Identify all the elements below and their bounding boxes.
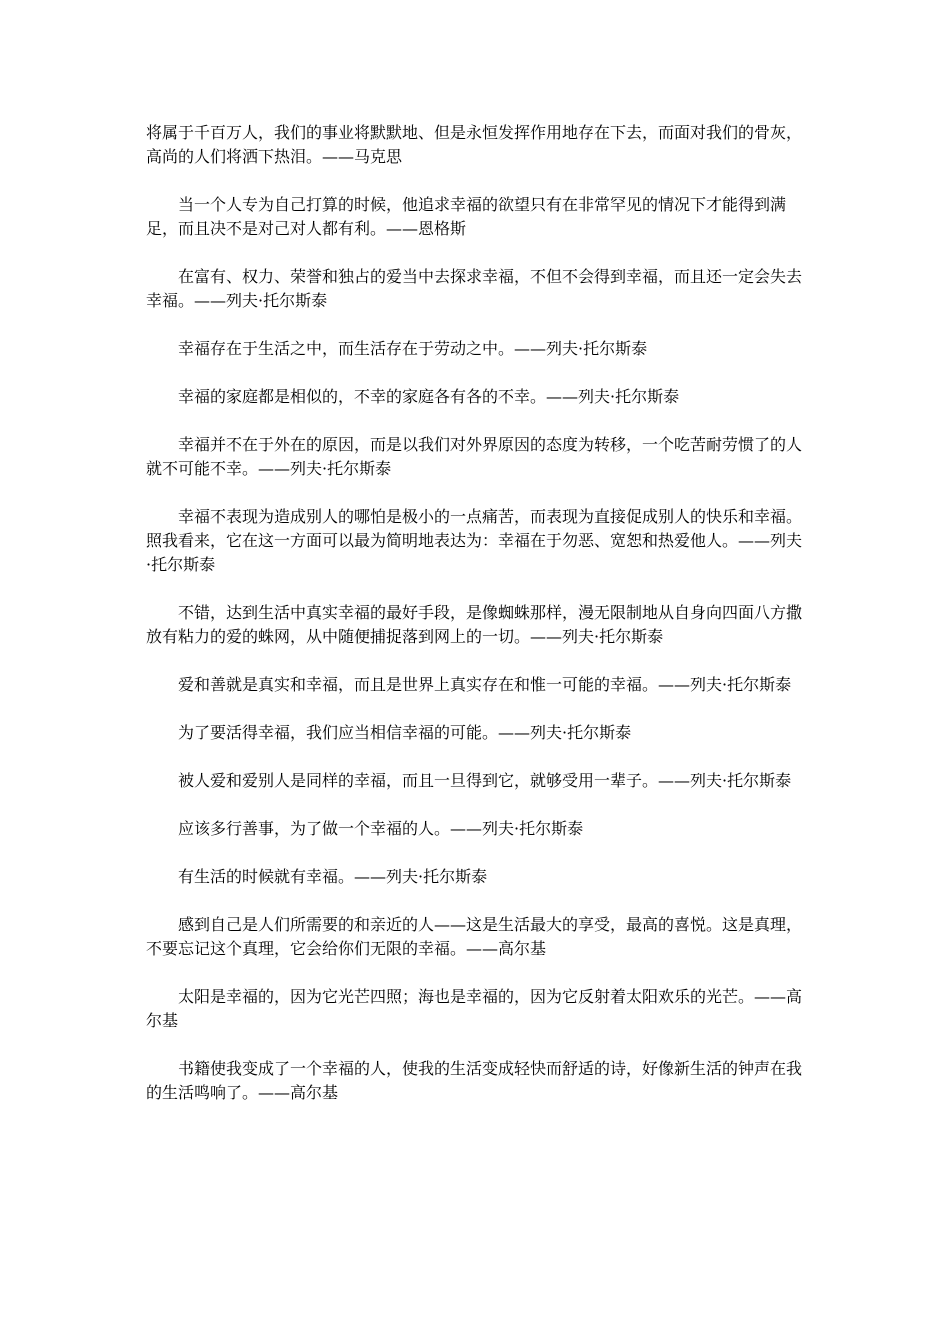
quote-paragraph: 将属于千百万人，我们的事业将默默地、但是永恒发挥作用地存在下去，而面对我们的骨灰，高尚的人们将洒下热泪。——马克思 <box>146 123 803 166</box>
quote-paragraph: 应该多行善事，为了做一个幸福的人。——列夫·托尔斯泰 <box>178 819 584 838</box>
quote-paragraph: 书籍使我变成了一个幸福的人，使我的生活变成轻快而舒适的诗，好像新生活的钟声在我的生活鸣响了。——高尔基 <box>146 1059 803 1102</box>
quote-paragraph: 幸福存在于生活之中，而生活存在于劳动之中。——列夫·托尔斯泰 <box>178 339 648 358</box>
document-body <box>146 121 806 1129</box>
quote-paragraph: 感到自己是人们所需要的和亲近的人——这是生活最大的享受，最高的喜悦。这是真理，不要忘记这个真理，它会给你们无限的幸福。——高尔基 <box>146 915 803 958</box>
quote-paragraph: 幸福的家庭都是相似的，不幸的家庭各有各的不幸。——列夫·托尔斯泰 <box>178 387 680 406</box>
quote-paragraph: 有生活的时候就有幸福。——列夫·托尔斯泰 <box>178 867 488 886</box>
quote-paragraph: 为了要活得幸福，我们应当相信幸福的可能。——列夫·托尔斯泰 <box>178 723 632 742</box>
quote-paragraph: 不错，达到生活中真实幸福的最好手段，是像蜘蛛那样，漫无限制地从自身向四面八方撒放有粘力的爱的蛛网，从中随便捕捉落到网上的一切。——列夫·托尔斯泰 <box>146 603 803 646</box>
quote-paragraph: 在富有、权力、荣誉和独占的爱当中去探求幸福，不但不会得到幸福，而且还一定会失去幸福。——列夫·托尔斯泰 <box>146 267 803 310</box>
quote-paragraph: 幸福不表现为造成别人的哪怕是极小的一点痛苦，而表现为直接促成别人的快乐和幸福。照我看来，它在这一方面可以最为简明地表达为：幸福在于勿恶、宽恕和热爱他人。——列夫·托尔斯泰 <box>146 507 803 574</box>
quote-paragraph: 爱和善就是真实和幸福，而且是世界上真实存在和惟一可能的幸福。——列夫·托尔斯泰 <box>178 675 792 694</box>
quote-paragraph: 太阳是幸福的，因为它光芒四照；海也是幸福的，因为它反射着太阳欢乐的光芒。——高尔基 <box>146 987 803 1030</box>
quote-paragraph: 被人爱和爱别人是同样的幸福，而且一旦得到它，就够受用一辈子。——列夫·托尔斯泰 <box>178 771 792 790</box>
quote-paragraph: 当一个人专为自己打算的时候，他追求幸福的欲望只有在非常罕见的情况下才能得到满足，而且决不是对己对人都有利。——恩格斯 <box>146 195 787 238</box>
quote-paragraph: 幸福并不在于外在的原因，而是以我们对外界原因的态度为转移，一个吃苦耐劳惯了的人就不可能不幸。——列夫·托尔斯泰 <box>146 435 803 478</box>
